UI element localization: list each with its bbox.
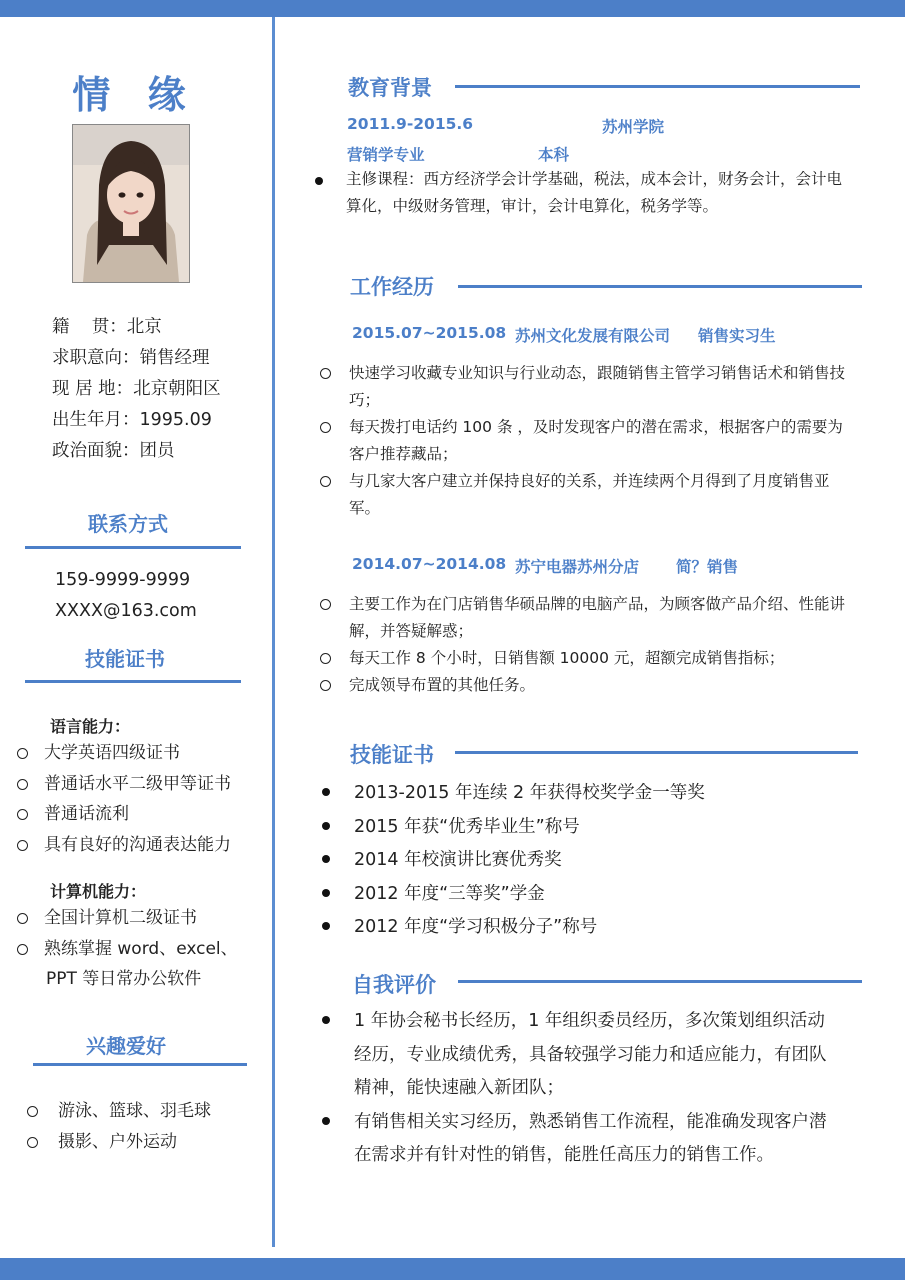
awards-list bbox=[322, 777, 857, 945]
circle-bullet-icon bbox=[27, 1106, 38, 1117]
circle-bullet-icon bbox=[17, 840, 28, 851]
left-skills-heading: 技能证书 bbox=[85, 647, 165, 671]
bullet-icon bbox=[315, 177, 323, 185]
info-political: 政治面貌：团员 bbox=[52, 441, 175, 461]
education-degree: 本科 bbox=[538, 146, 570, 164]
list-item: 1 年协会秘书长经历，1 年组织委员经历，多次策划组织活动经历，专业成绩优秀，具备较强学习能力和适应能力，有团队精神，能快速融入新团队； bbox=[322, 1005, 842, 1106]
bullet-icon bbox=[322, 1016, 330, 1024]
list-item: 2013-2015 年连续 2 年获得校奖学金一等奖 bbox=[322, 777, 857, 811]
job-duties bbox=[320, 360, 855, 522]
list-item: 有销售相关实习经历，熟悉销售工作流程，能准确发现客户潜在需求并有针对性的销售，能胜任高压力的销售工作。 bbox=[322, 1106, 842, 1173]
list-item: 主要工作为在门店销售华硕品牌的电脑产品，为顾客做产品介绍、性能讲解，并答疑解惑； bbox=[320, 591, 855, 645]
list-item: 普通话流利 bbox=[17, 799, 267, 830]
education-period: 2011.9-2015.6 bbox=[347, 115, 474, 133]
personal-info bbox=[52, 312, 221, 467]
list-item: 2012 年度“三等奖”学金 bbox=[322, 878, 857, 912]
list-item: 摄影、户外运动 bbox=[27, 1127, 267, 1158]
circle-bullet-icon bbox=[17, 779, 28, 790]
list-item: 每天拨打电话约 100 条 ，及时发现客户的潜在需求，根据客户的需要为客户推荐藏品； bbox=[320, 414, 855, 468]
job-role: 简？销售 bbox=[676, 558, 739, 576]
contact-block bbox=[55, 565, 197, 627]
circle-bullet-icon bbox=[17, 748, 28, 759]
bullet-icon bbox=[322, 822, 330, 830]
circle-bullet-icon bbox=[320, 599, 331, 610]
info-birth: 出生年月：1995.09 bbox=[52, 410, 212, 430]
self-eval-list bbox=[322, 1005, 842, 1173]
bullet-icon bbox=[322, 788, 330, 796]
right-skills-heading: 技能证书 bbox=[350, 743, 434, 767]
list-item: 全国计算机二级证书 bbox=[17, 903, 267, 934]
circle-bullet-icon bbox=[17, 809, 28, 820]
contact-rule bbox=[25, 546, 241, 549]
work-rule bbox=[458, 285, 862, 288]
job-role: 销售实习生 bbox=[698, 327, 776, 345]
column-divider bbox=[272, 17, 275, 1247]
circle-bullet-icon bbox=[320, 422, 331, 433]
candidate-name: 情 缘 bbox=[72, 73, 198, 117]
list-item: 完成领导布置的其他任务。 bbox=[320, 672, 855, 699]
top-accent-bar bbox=[0, 0, 905, 17]
circle-bullet-icon bbox=[320, 653, 331, 664]
self-eval-heading: 自我评价 bbox=[352, 973, 436, 997]
list-item: 普通话水平二级甲等证书 bbox=[17, 769, 267, 800]
left-skills-rule bbox=[25, 680, 241, 683]
list-item: 2015 年获“优秀毕业生”称号 bbox=[322, 811, 857, 845]
list-item: 2012 年度“学习积极分子”称号 bbox=[322, 911, 857, 945]
profile-photo bbox=[72, 124, 190, 283]
education-rule bbox=[455, 85, 860, 88]
list-item: 具有良好的沟通表达能力 bbox=[17, 830, 267, 861]
list-item: 每天工作 8 个小时，日销售额 10000 元，超额完成销售指标； bbox=[320, 645, 855, 672]
list-item-continued: PPT 等日常办公软件 bbox=[46, 969, 202, 989]
circle-bullet-icon bbox=[27, 1137, 38, 1148]
education-school: 苏州学院 bbox=[602, 118, 665, 136]
language-subheading: 语言能力： bbox=[50, 717, 131, 736]
bullet-icon bbox=[322, 889, 330, 897]
language-list bbox=[17, 738, 267, 860]
education-major: 营销学专业 bbox=[347, 146, 425, 164]
computer-subheading: 计算机能力： bbox=[50, 882, 147, 901]
bullet-icon bbox=[322, 1117, 330, 1125]
right-skills-rule bbox=[455, 751, 858, 754]
list-item: 游泳、篮球、羽毛球 bbox=[27, 1096, 267, 1127]
hobbies-heading: 兴趣爱好 bbox=[86, 1034, 166, 1058]
hobbies-rule bbox=[33, 1063, 247, 1066]
contact-heading: 联系方式 bbox=[88, 512, 168, 536]
job-period: 2015.07~2015.08 bbox=[352, 324, 507, 342]
list-item: 与几家大客户建立并保持良好的关系，并连续两个月得到了月度销售亚军。 bbox=[320, 468, 855, 522]
self-eval-rule bbox=[458, 980, 862, 983]
info-residence: 现 居 地：北京朝阳区 bbox=[52, 379, 221, 399]
list-item: 大学英语四级证书 bbox=[17, 738, 267, 769]
job-period: 2014.07~2014.08 bbox=[352, 555, 507, 573]
work-heading: 工作经历 bbox=[350, 275, 434, 299]
contact-phone: 159-9999-9999 bbox=[55, 570, 191, 590]
info-origin: 籍 贯：北京 bbox=[52, 317, 162, 337]
circle-bullet-icon bbox=[320, 368, 331, 379]
circle-bullet-icon bbox=[320, 680, 331, 691]
contact-email: XXXX@163.com bbox=[55, 601, 197, 621]
hobbies-list bbox=[27, 1096, 267, 1157]
bullet-icon bbox=[322, 922, 330, 930]
job-duties bbox=[320, 591, 855, 699]
job-company: 苏宁电器苏州分店 bbox=[515, 558, 640, 576]
education-courses: 主修课程：西方经济学会计学基础，税法，成本会计，财务会计，会计电算化，中级财务管理，审计，会计电算化，税务学等。 bbox=[315, 166, 855, 220]
bullet-icon bbox=[322, 855, 330, 863]
list-item: 2014 年校演讲比赛优秀奖 bbox=[322, 844, 857, 878]
job-company: 苏州文化发展有限公司 bbox=[515, 327, 671, 345]
computer-list bbox=[17, 903, 267, 995]
circle-bullet-icon bbox=[17, 944, 28, 955]
circle-bullet-icon bbox=[320, 476, 331, 487]
info-job-intent: 求职意向：销售经理 bbox=[52, 348, 210, 368]
education-heading: 教育背景 bbox=[348, 76, 432, 100]
circle-bullet-icon bbox=[17, 913, 28, 924]
list-item: 熟练掌握 word、excel、 bbox=[17, 934, 267, 965]
bottom-accent-bar bbox=[0, 1258, 905, 1280]
list-item: 快速学习收藏专业知识与行业动态，跟随销售主管学习销售话术和销售技巧； bbox=[320, 360, 855, 414]
